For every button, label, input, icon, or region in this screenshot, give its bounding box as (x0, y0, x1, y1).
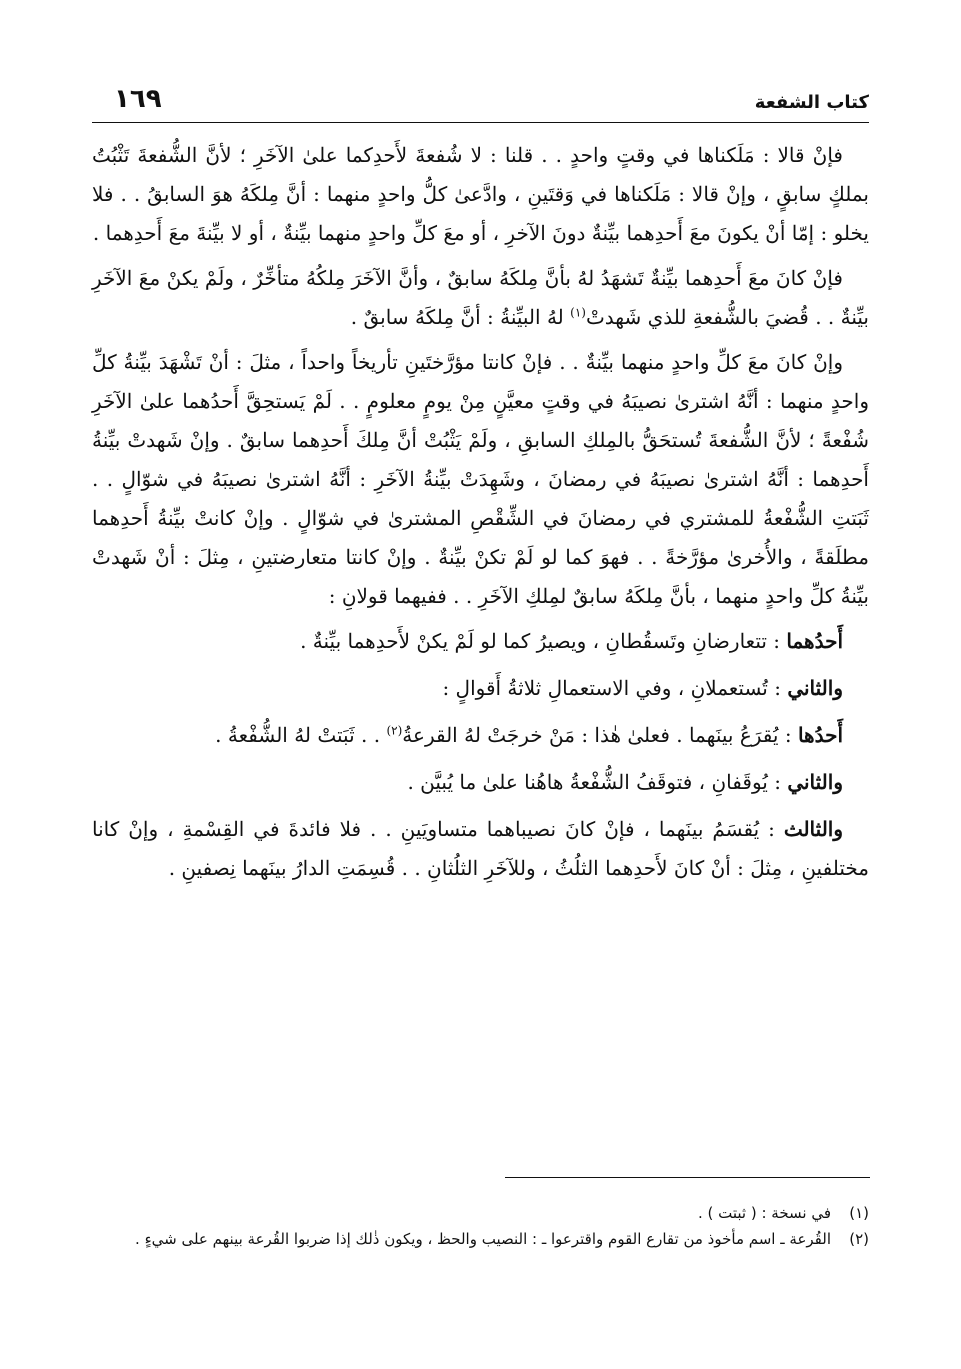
list-item (92, 622, 869, 661)
item-lead: أَحدُها (797, 723, 843, 747)
list-item (92, 716, 869, 755)
paragraph-2 (92, 259, 869, 337)
footnote (92, 1226, 869, 1252)
item-text: : تتعارضانِ وتَسقُطانِ ، ويصيرُ كما لو لَمْ يكنْ لأَحدِهما بيِّنةٌ . (300, 629, 787, 653)
item-text: : يُقسَمُ بينَهما ، فإنْ كانَ نصيباهما متساويَينِ . . فلا فائدةَ في القِسْمةِ ، وإنْ كانا مختلفينِ ، مِثلَ : أنْ كانَ لأَحدِهما الثلُثُ ، وللآخَرِ الثلُثانِ . . قُسِمَتِ الدارُ بينَهما نِصفينِ . (92, 817, 869, 880)
header-rule (92, 122, 869, 123)
item-lead: والثاني (787, 676, 843, 700)
footnote (92, 1200, 869, 1226)
footnote-ref-2: (٢) (386, 723, 403, 738)
list-item (92, 763, 869, 802)
footnote-number: (٢) (849, 1230, 869, 1248)
paragraph-2-text: فإنْ كانَ معَ أَحدِهما بيِّنةٌ تَشهَدُ لهُ بأنَّ مِلكَهُ سابقٌ ، وأنَّ الآخَرَ مِلكُهُ متأخِّرٌ ، ولَمْ يكنْ معَ الآخَرِ بيِّنةٌ . . قُضيَ بالشُّفعةِ للذي شَهدتْ$^{(١)}$ لهُ البيِّنةُ : أنَّ مِلكَهُ سابقٌ . (92, 266, 869, 329)
footnote-number: (١) (849, 1204, 869, 1222)
footnote-separator (505, 1177, 870, 1178)
main-text (92, 136, 869, 896)
list-item (92, 810, 869, 888)
list-item (92, 669, 869, 708)
footnote-text: في نسخة : ( ثبتت ) . (697, 1204, 831, 1222)
page-number: ١٦٩ (114, 84, 162, 114)
paragraph-1: فإنْ قالا : مَلَكناها في وقتٍ واحدٍ . . قلنا : لا شُفعةَ لأَحدِكما علىٰ الآخَرِ ؛ لأنَّ الشُّفعةَ تَثْبُتُ بملكٍ سابقٍ ، وإنْ قالا : مَلَكناها في وَقتَينِ ، وادَّعىٰ كلُّ واحدٍ منهما : أنَّ مِلكَهُ هوَ السابقُ . . فلا يخلو : إمّا أنْ يكونَ معَ أَحدِهما بيِّنةٌ دونَ الآخرِ ، أو معَ كلِّ واحدٍ منهما بيِّنةٌ ، أو لا بيِّنةَ معَ أَحدِهما . (92, 143, 869, 245)
item-lead: والثالث (783, 817, 843, 841)
page-header (92, 78, 869, 118)
item-text: : تُستعملانِ ، وفي الاستعمالِ ثلاثةُ أَقوالٍ : (442, 676, 788, 700)
item-text: : يُقرَعُ بينَهما . فعلىٰ هٰذا : مَنْ خرجَتْ لهُ القرعةُ$^{(٢)}$ . . ثَبَتتْ لهُ الشُّفْعةُ . (215, 723, 798, 747)
paragraph-3: وإنْ كانَ معَ كلِّ واحدٍ منهما بيِّنةٌ . . فإنْ كانتا مؤرَّختَينِ تأريخاً واحداً ، مثلَ : أنْ تَشْهَدَ بيِّنةُ كلِّ واحدٍ منهما : أنَّهُ اشترىٰ نصيبَهُ في وقتٍ معيَّنٍ مِنْ يومٍ معلومٍ . . لَمْ يَستحِقَّ أَحدُهما علىٰ الآخَرِ شُفْعةً ؛ لأنَّ الشُّفعةَ تُستحَقُّ بالمِلكِ السابقِ ، ولَمْ يَثْبُتْ أنَّ مِلكَ أَحدِهما سابقٌ . وإنْ شَهدتْ بيِّنةُ أَحدِهما : أنَّهُ اشترىٰ نصيبَهُ في رمضانَ ، وشَهِدَتْ بيِّنةُ الآخَرِ : أنَّهُ اشترىٰ نصيبَهُ في شوّالٍ . . ثَبَتتِ الشُّفْعةُ للمشتري في رمضانَ في الشِّقْصِ المشترىٰ في شوّالٍ . وإنْ كانتْ بيِّنةُ أَحدِهما مطلَقةً ، والأُخرىٰ مؤرَّخةً . . فهوَ كما لو لَمْ تكنْ بيِّنةٌ . وإنْ كانتا متعارضتينِ ، مِثلَ : أنْ شَهدتْ بيِّنةُ كلِّ واحدٍ منهما ، بأنَّ مِلكَهُ سابقٌ لمِلكِ الآخَرِ . . ففيهما قولانِ : (92, 350, 869, 608)
footnote-ref-1: (١) (570, 305, 586, 320)
item-text: : يُوقَفانِ ، فتوقَفُ الشُّفْعةُ هاهُنا علىٰ ما يُبيَّن . (407, 770, 788, 794)
footnotes (92, 1200, 869, 1252)
item-lead: أَحدُهما (786, 629, 843, 653)
footnote-text: القُرعة ـ اسم مأخوذ من تقارع القوم واقترعوا ـ : النصيب والحظ ، ويكون ذٰلك إذا ضربوا القُرعة بينهم على شيءٍ . (135, 1230, 831, 1248)
item-lead: والثاني (787, 770, 843, 794)
chapter-title: كتاب الشفعة (754, 92, 869, 113)
